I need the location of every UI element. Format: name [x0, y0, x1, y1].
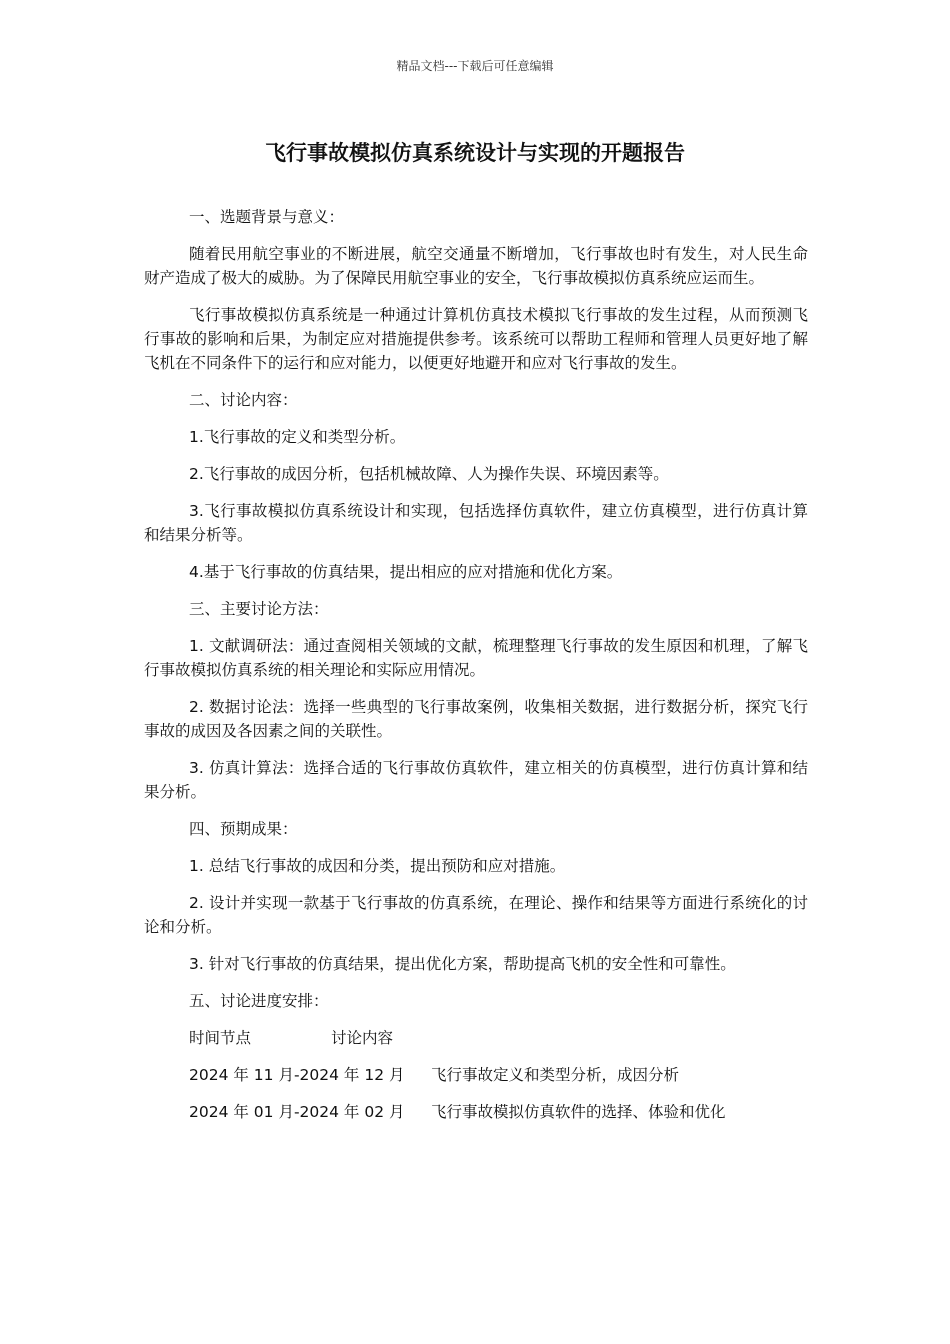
section-heading-outcomes: 四、预期成果：	[189, 820, 298, 838]
paragraph-background-2: 飞行事故模拟仿真系统是一种通过计算机仿真技术模拟飞行事故的发生过程，从而预测飞行事故的影响和后果，为制定应对措施提供参考。该系统可以帮助工程师和管理人员更好地了解飞机在不同条件下的运行和应对能力，以便更好地避开和应对飞行事故的发生。	[144, 306, 808, 372]
list-item: 2.飞行事故的成因分析，包括机械故障、人为操作失误、环境因素等。	[189, 465, 669, 483]
document-body	[144, 205, 808, 1137]
list-item: 2. 数据讨论法：选择一些典型的飞行事故案例，收集相关数据，进行数据分析，探究飞行事故的成因及各因素之间的关联性。	[144, 698, 808, 740]
schedule-content: 飞行事故模拟仿真软件的选择、体验和优化	[431, 1103, 726, 1121]
schedule-row	[189, 1063, 808, 1087]
list-item: 1.飞行事故的定义和类型分析。	[189, 428, 406, 446]
section-heading-content: 二、讨论内容：	[189, 391, 298, 409]
schedule-content: 飞行事故定义和类型分析，成因分析	[431, 1066, 680, 1084]
document-title: 飞行事故模拟仿真系统设计与实现的开题报告	[265, 141, 685, 165]
schedule-time: 2024 年 01 月-2024 年 02 月	[189, 1103, 405, 1121]
section-heading-schedule: 五、讨论进度安排：	[189, 992, 329, 1010]
schedule-time: 2024 年 11 月-2024 年 12 月	[189, 1066, 405, 1084]
list-item: 3. 仿真计算法：选择合适的飞行事故仿真软件，建立相关的仿真模型，进行仿真计算和结果分析。	[144, 759, 808, 801]
list-item: 2. 设计并实现一款基于飞行事故的仿真系统，在理论、操作和结果等方面进行系统化的讨论和分析。	[144, 894, 808, 936]
list-item: 3.飞行事故模拟仿真系统设计和实现，包括选择仿真软件，建立仿真模型，进行仿真计算和结果分析等。	[144, 502, 808, 544]
schedule-row	[189, 1100, 808, 1124]
page-header: 精品文档---下载后可任意编辑	[396, 59, 554, 73]
list-item: 4.基于飞行事故的仿真结果，提出相应的应对措施和优化方案。	[189, 563, 623, 581]
list-item: 1. 总结飞行事故的成因和分类，提出预防和应对措施。	[189, 857, 566, 875]
list-item: 1. 文献调研法：通过查阅相关领域的文献，梳理整理飞行事故的发生原因和机理，了解飞行事故模拟仿真系统的相关理论和实际应用情况。	[144, 637, 808, 679]
list-item: 3. 针对飞行事故的仿真结果，提出优化方案，帮助提高飞机的安全性和可靠性。	[189, 955, 736, 973]
section-heading-methods: 三、主要讨论方法：	[189, 600, 329, 618]
section-heading-background: 一、选题背景与意义：	[189, 208, 345, 226]
schedule-header-row	[189, 1026, 808, 1050]
schedule-col-content: 讨论内容	[331, 1029, 394, 1047]
paragraph-background-1: 随着民用航空事业的不断进展，航空交通量不断增加，飞行事故也时有发生，对人民生命财产造成了极大的威胁。为了保障民用航空事业的安全，飞行事故模拟仿真系统应运而生。	[144, 245, 808, 287]
schedule-col-time: 时间节点	[189, 1029, 252, 1047]
